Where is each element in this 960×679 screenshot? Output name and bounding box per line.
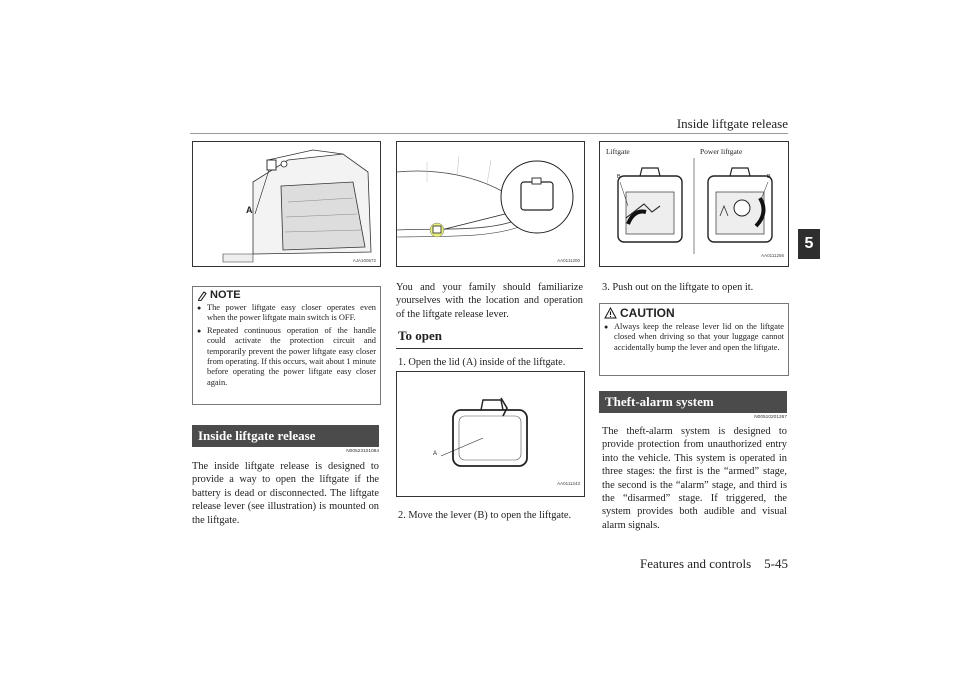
- liftgate-label: Liftgate: [606, 147, 630, 156]
- liftgate-lever-illustration: [600, 142, 788, 266]
- label-b-right: B: [767, 174, 771, 180]
- lid-illustration: [397, 372, 584, 496]
- note-title: NOTE: [210, 289, 241, 301]
- label-b-left: B: [617, 174, 621, 180]
- reference-code: N00523101084: [346, 449, 379, 454]
- note-pencil-icon: [197, 290, 207, 301]
- section-title: Inside liftgate release: [192, 425, 379, 447]
- header-rule: [190, 133, 788, 134]
- page-footer: Features and controls 5-45: [639, 556, 788, 571]
- note-list: [193, 303, 380, 392]
- to-open-heading: To open: [396, 328, 583, 349]
- caution-box: [599, 303, 789, 376]
- list-item: ● Always keep the release lever lid on the liftgate closed when driving so that your luggage cannot accidentally bump the lever and open the liftgate.: [604, 322, 784, 353]
- paragraph: The theft-alarm system is designed to provide protection from unauthorized entry into the vehicle. This system is operated in three stages: the first is the “armed” stage, the second is the “alarm” stage, and third is the “disarmed” stage. If triggered, the system provides both audible and visual alarm signals.: [602, 426, 787, 531]
- release-lever-figure: [396, 141, 585, 267]
- paragraph: The inside liftgate release is designed to provide a way to open the liftgate if the battery is dead or disconnected. The liftgate release lever (see illustration) is mounted on the liftgate.: [192, 461, 379, 526]
- note-header: [193, 287, 380, 301]
- list-item: ● The power liftgate easy closer operates even when the power liftgate main switch is OFF.: [197, 303, 376, 324]
- section-title: Theft-alarm system: [599, 391, 787, 413]
- caution-title: CAUTION: [620, 306, 675, 320]
- running-header: Inside liftgate release: [676, 116, 788, 131]
- step-2: 2. Move the lever (B) to open the liftgate.: [398, 510, 572, 521]
- power-liftgate-label: Power liftgate: [700, 147, 743, 156]
- lid-figure: [396, 371, 585, 497]
- figure-code: AA0111200: [557, 258, 580, 263]
- liftgate-figure: [192, 141, 381, 267]
- intro-paragraph: You and your family should familiarize yourselves with the location and operation of the liftgate release lever.: [396, 282, 583, 320]
- reference-code: N00510201267: [754, 415, 787, 420]
- label-a: A: [433, 451, 438, 457]
- figure-code: AA0111243: [557, 481, 580, 486]
- step-3: 3. Push out on the liftgate to open it.: [602, 282, 754, 293]
- figure-code: AA0111256: [761, 253, 784, 258]
- list-item: ● Repeated continuous operation of the handle could activate the protection circuit and temporarily prevent the power liftgate easy closer from operating. If this occurs, wait about 1 minute before operating the power liftgate easy closer again.: [197, 326, 376, 388]
- step-1: 1. Open the lid (A) inside of the liftgate.: [398, 357, 566, 368]
- chapter-tab: 5: [798, 229, 820, 259]
- warning-triangle-icon: [604, 307, 617, 319]
- liftgate-lever-figure: [599, 141, 789, 267]
- caution-list: [600, 322, 788, 357]
- caution-header: [600, 304, 788, 320]
- note-box: [192, 286, 381, 405]
- figure-code: AJA100672: [352, 258, 376, 263]
- liftgate-illustration: [193, 142, 380, 266]
- release-lever-illustration: [397, 142, 584, 266]
- label-a: A: [246, 205, 253, 215]
